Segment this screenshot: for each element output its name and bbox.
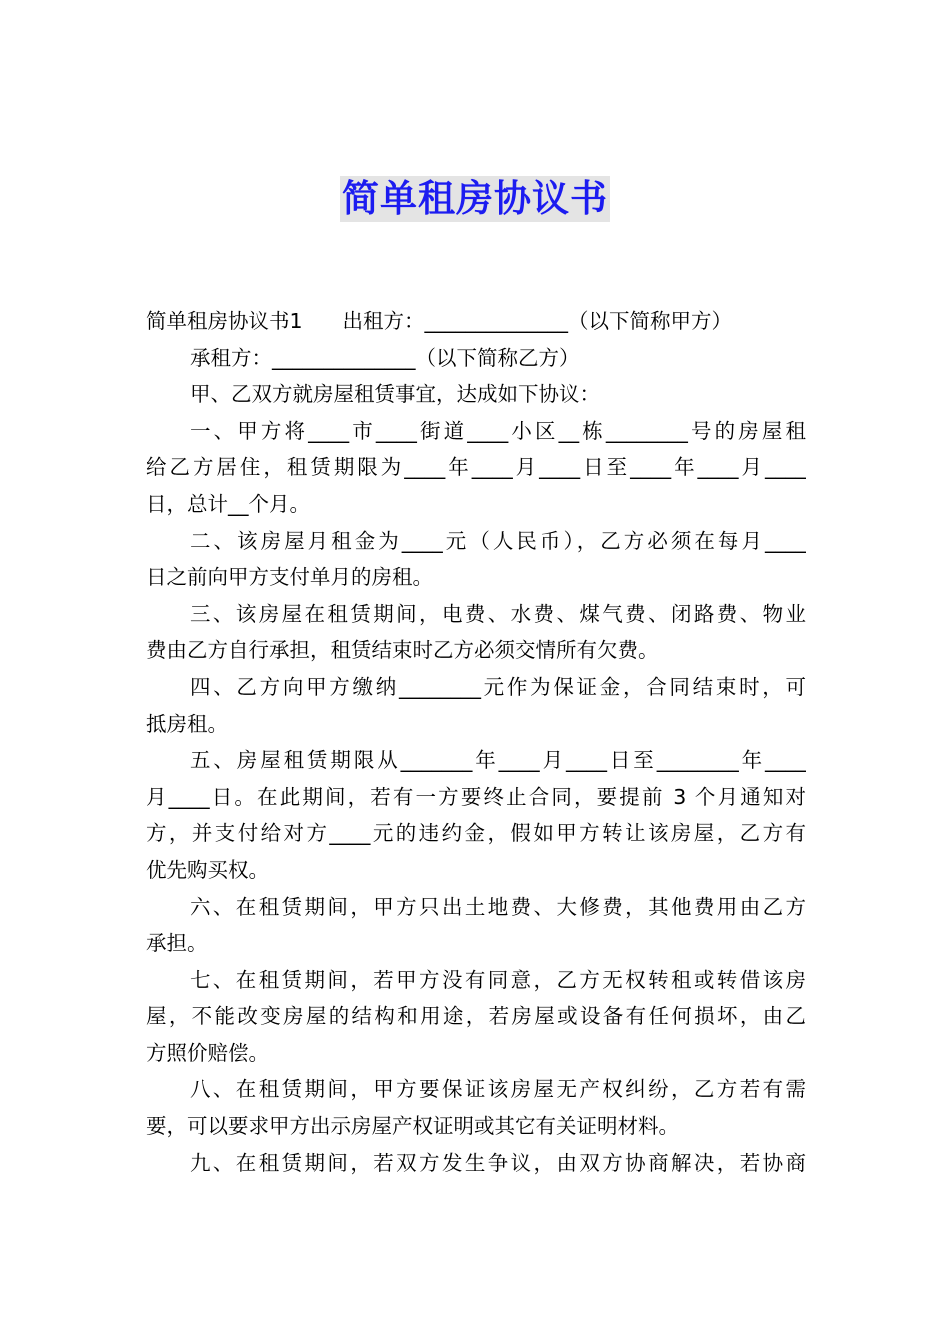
text-line: 承租方：______________（以下简称乙方） <box>190 345 580 370</box>
text-line: 给乙方居住，租赁期限为____年____月____日至____年____月____ <box>146 455 806 480</box>
lessor-line: 出租方：______________（以下简称甲方） <box>342 309 733 333</box>
heading-label: 简单租房协议书1 <box>146 309 303 333</box>
text-line: 月____日。在此期间，若有一方要终止合同，要提前 3 个月通知对 <box>146 784 806 809</box>
text-line: 一、甲方将____市____街道____小区__栋________号的房屋租 <box>190 418 806 443</box>
text-line: 日之前向甲方支付单月的房租。 <box>146 565 433 590</box>
text-line: 三、该房屋在租赁期间，电费、水费、煤气费、闭路费、物业 <box>190 601 806 626</box>
title-container <box>0 176 950 222</box>
text-line <box>146 303 806 340</box>
text-line: 八、在租赁期间，甲方要保证该房屋无产权纠纷，乙方若有需 <box>190 1077 806 1102</box>
text-line: 二、该房屋月租金为____元（人民币），乙方必须在每月____ <box>190 528 806 553</box>
text-line: 要，可以要求甲方出示房屋产权证明或其它有关证明材料。 <box>146 1114 679 1139</box>
text-line: 抵房租。 <box>146 711 228 736</box>
document-body <box>146 303 806 1181</box>
text-line: 六、在租赁期间，甲方只出土地费、大修费，其他费用由乙方 <box>190 894 806 919</box>
text-line: 九、在租赁期间，若双方发生争议，由双方协商解决，若协商 <box>190 1150 806 1175</box>
text-line: 五、房屋租赁期限从_______年____月____日至________年____ <box>190 748 806 773</box>
text-line: 方，并支付给对方____元的违约金，假如甲方转让该房屋，乙方有 <box>146 821 806 846</box>
text-line: 承担。 <box>146 931 208 956</box>
text-line: 日，总计__个月。 <box>146 491 310 516</box>
text-line: 四、乙方向甲方缴纳________元作为保证金，合同结束时，可 <box>190 674 806 699</box>
document-title: 简单租房协议书 <box>342 177 608 220</box>
text-line: 方照价赔偿。 <box>146 1040 269 1065</box>
text-line: 优先购买权。 <box>146 857 269 882</box>
text-line: 甲、乙双方就房屋租赁事宜，达成如下协议： <box>190 382 600 407</box>
text-line: 屋，不能改变房屋的结构和用途，若房屋或设备有任何损坏，由乙 <box>146 1004 806 1029</box>
text-line: 费由乙方自行承担，租赁结束时乙方必须交情所有欠费。 <box>146 638 659 663</box>
text-line: 七、在租赁期间，若甲方没有同意，乙方无权转租或转借该房 <box>190 967 806 992</box>
